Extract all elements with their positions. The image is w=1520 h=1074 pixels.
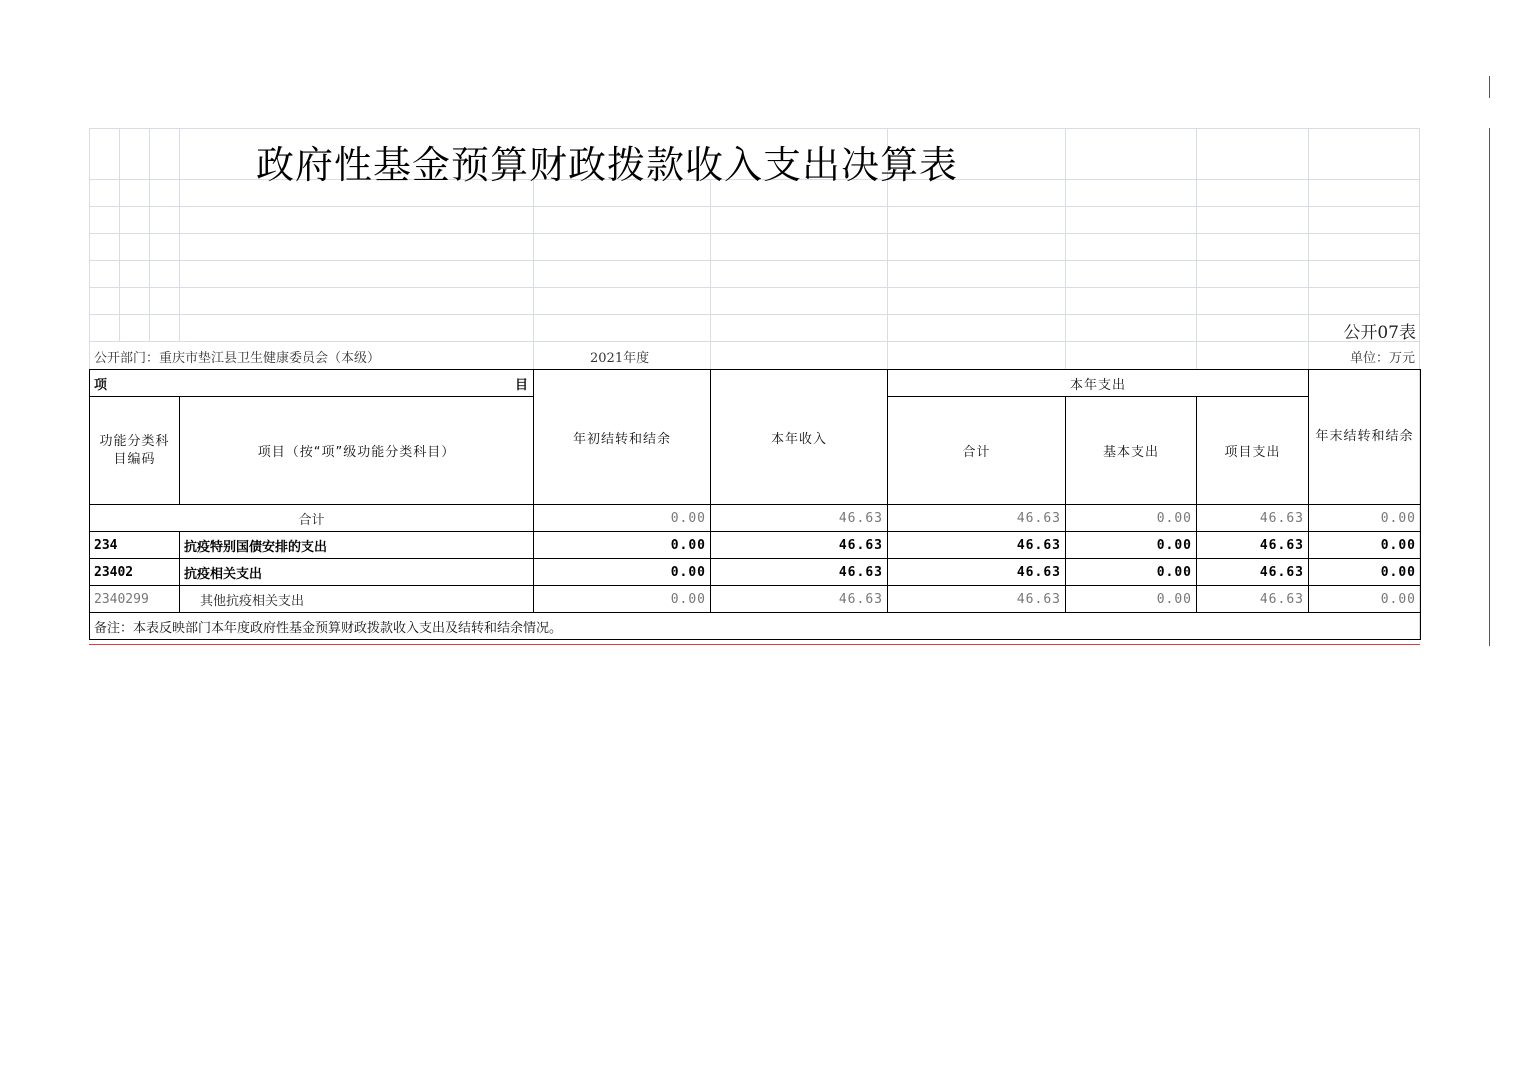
table-row	[90, 559, 1421, 586]
row-opening: 0.00	[534, 559, 711, 586]
row-code: 2340299	[90, 586, 180, 613]
row-exp-project: 46.63	[1197, 559, 1309, 586]
header-row-1	[90, 370, 1421, 397]
header-name: 项目（按“项”级功能分类科目）	[180, 397, 534, 505]
header-code: 功能分类科目编码	[90, 397, 180, 505]
row-closing: 0.00	[1309, 532, 1421, 559]
table-id-label: 公开07表	[1343, 323, 1416, 343]
row-exp-basic: 0.00	[1066, 532, 1197, 559]
total-opening: 0.00	[534, 505, 711, 532]
header-closing: 年末结转和结余	[1309, 370, 1421, 505]
header-item-left: 项	[94, 377, 109, 393]
header-opening: 年初结转和结余	[534, 370, 711, 505]
total-exp-total: 46.63	[888, 505, 1066, 532]
row-income: 46.63	[711, 586, 888, 613]
report-title: 政府性基金预算财政拨款收入支出决算表	[256, 143, 959, 187]
header-expense-total: 合计	[888, 397, 1066, 505]
header-item-cell	[90, 370, 534, 397]
row-name: 抗疫相关支出	[180, 559, 534, 586]
row-closing: 0.00	[1309, 559, 1421, 586]
header-income: 本年收入	[711, 370, 888, 505]
row-name: 抗疫特别国债安排的支出	[180, 532, 534, 559]
row-exp-total: 46.63	[888, 559, 1066, 586]
note-row	[90, 613, 1421, 640]
row-exp-project: 46.63	[1197, 532, 1309, 559]
row-exp-project: 46.63	[1197, 586, 1309, 613]
total-exp-project: 46.63	[1197, 505, 1309, 532]
header-expense-basic: 基本支出	[1066, 397, 1197, 505]
total-closing: 0.00	[1309, 505, 1421, 532]
row-name: 其他抗疫相关支出	[180, 586, 534, 613]
row-exp-total: 46.63	[888, 586, 1066, 613]
total-row	[90, 505, 1421, 532]
print-boundary-line	[89, 644, 1420, 645]
row-exp-total: 46.63	[888, 532, 1066, 559]
row-code: 234	[90, 532, 180, 559]
row-income: 46.63	[711, 532, 888, 559]
total-income: 46.63	[711, 505, 888, 532]
row-code: 23402	[90, 559, 180, 586]
page-edge-mark-side	[1489, 128, 1490, 646]
table-row	[90, 532, 1421, 559]
row-closing: 0.00	[1309, 586, 1421, 613]
table-row	[90, 586, 1421, 613]
row-opening: 0.00	[534, 586, 711, 613]
unit-label: 单位：万元	[1349, 351, 1415, 366]
row-income: 46.63	[711, 559, 888, 586]
row-exp-basic: 0.00	[1066, 559, 1197, 586]
header-expense-project: 项目支出	[1197, 397, 1309, 505]
footnote: 备注：本表反映部门本年度政府性基金预算财政拨款收入支出及结转和结余情况。	[90, 613, 1421, 640]
page-edge-mark-top	[1489, 76, 1490, 98]
row-opening: 0.00	[534, 532, 711, 559]
fiscal-year-label: 2021年度	[590, 351, 650, 366]
header-item-right: 目	[514, 377, 529, 393]
total-label: 合计	[90, 505, 534, 532]
department-label: 公开部门：重庆市垫江县卫生健康委员会（本级）	[94, 351, 381, 366]
row-exp-basic: 0.00	[1066, 586, 1197, 613]
budget-table	[89, 369, 1421, 640]
header-expense-group: 本年支出	[888, 370, 1309, 397]
total-exp-basic: 0.00	[1066, 505, 1197, 532]
